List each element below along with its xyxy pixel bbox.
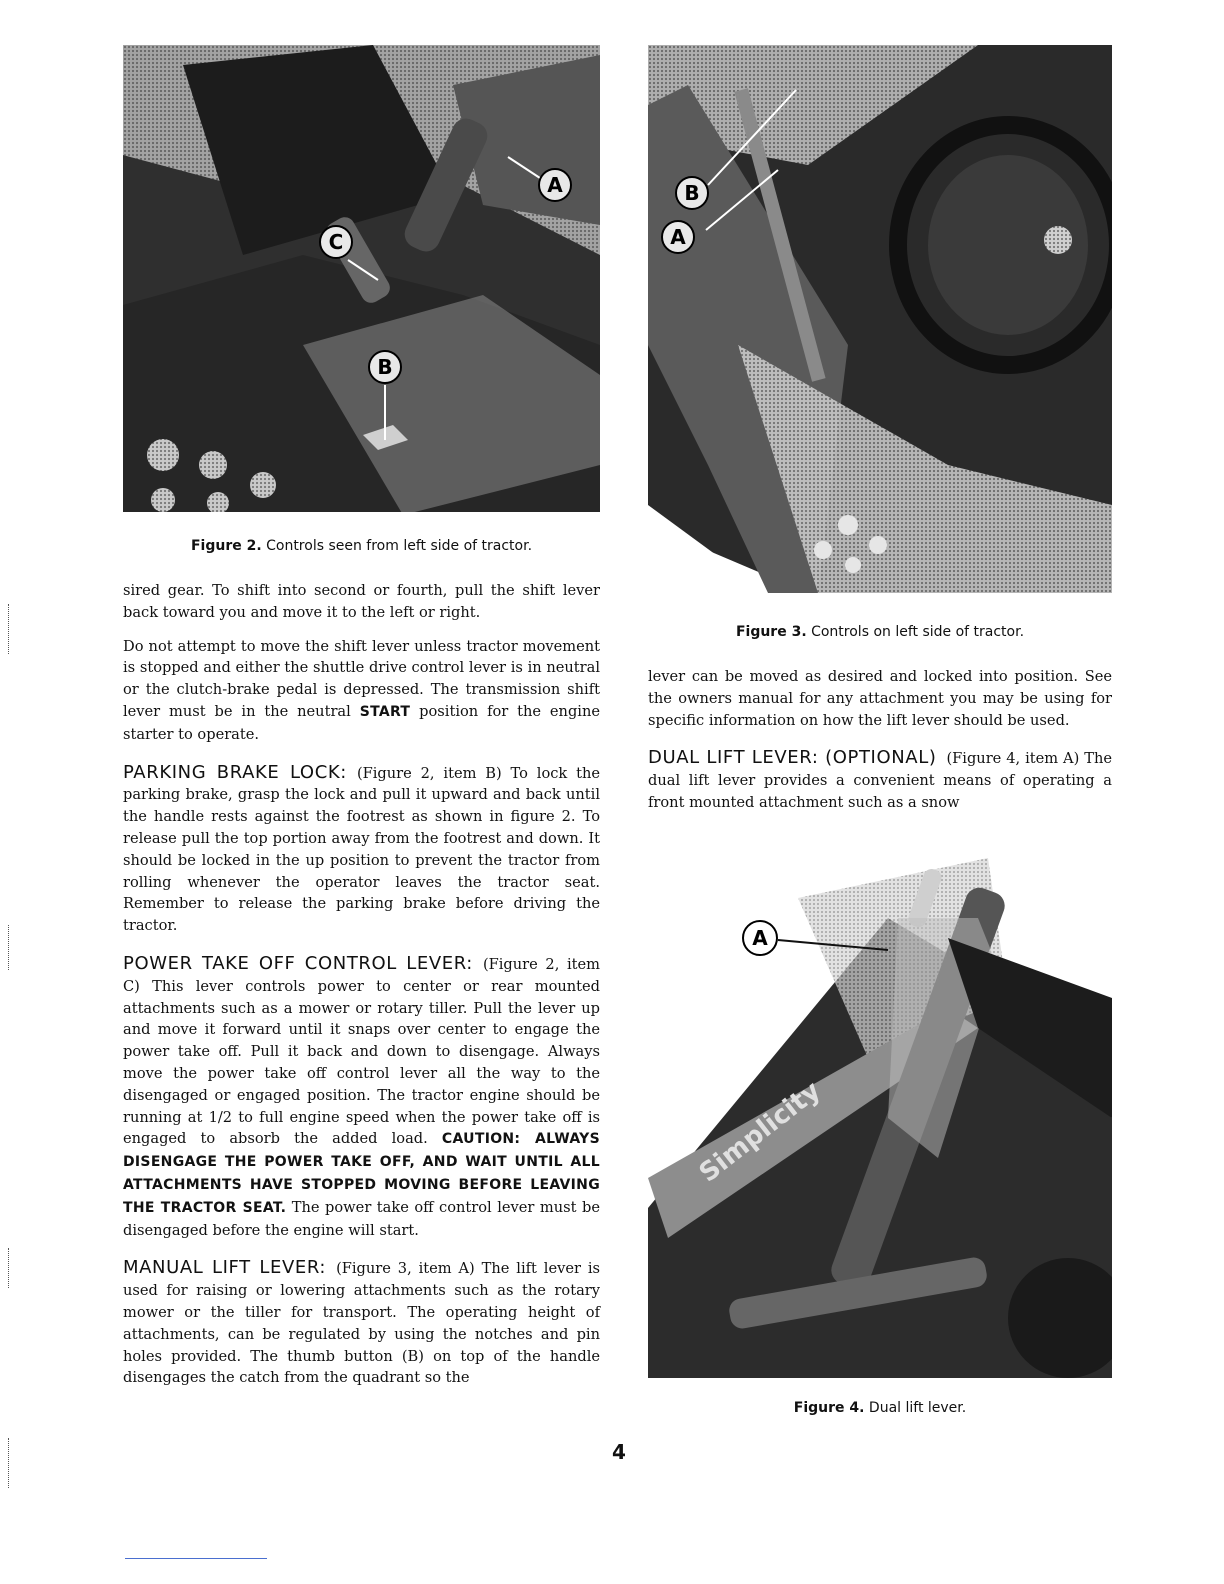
margin-mark [8, 925, 10, 970]
figure-4-callout-a-label: A [752, 926, 768, 950]
figure-3-caption-text: Controls on left side of tractor. [806, 624, 1025, 640]
lift-lever-continuation-paragraph: lever can be moved as desired and locked into position. See the owners manual for any attachment you may be using for specific information on how the lift lever should be used. [648, 668, 1112, 729]
margin-mark [8, 1248, 10, 1288]
figure-2-callout-b-label: B [377, 355, 393, 379]
figure-4-caption-label: Figure 4. [793, 1400, 865, 1416]
pto-caution: CAUTION: ALWAYS DISENGAGE THE POWER TAKE OFF, AND WAIT UNTIL ALL ATTACHMENTS HAVE STOPPED MOVING BEFORE LEAVING THE TRACTOR SEAT. [123, 1131, 600, 1216]
pto-section [123, 953, 600, 1241]
pto-after-caution: The power take off control lever must be disengaged before the engine will start. [123, 1198, 600, 1239]
parking-brake-section [123, 762, 600, 937]
figure-2-caption [123, 538, 600, 554]
shift-warning-text-b: position for the engine starter to operate. [123, 702, 600, 743]
figure-2-illustration [123, 45, 600, 512]
dual-lift-text: (Figure 4, item A) The dual lift lever provides a convenient means of operating a front mounted attachment such as a snow [648, 750, 1112, 811]
manual-lift-section [123, 1257, 600, 1389]
figure-3-photo [648, 45, 1112, 593]
figure-4-illustration [648, 858, 1112, 1378]
figure-4-callout-a [743, 921, 777, 955]
figure-3-callout-a-label: A [670, 225, 686, 249]
figure-3-callout-b-label: B [684, 181, 700, 205]
figure-2-callout-b [369, 351, 401, 383]
figure-2-callout-c [320, 226, 352, 258]
dual-lift-heading: DUAL LIFT LEVER: (OPTIONAL) [648, 747, 937, 769]
right-column [648, 666, 1112, 826]
figure-3-caption-label: Figure 3. [735, 624, 807, 640]
figure-4-caption-text: Dual lift lever. [864, 1400, 967, 1416]
parking-brake-text: (Figure 2, item B) To lock the parking brake, grasp the lock and pull it upward and back until the handle rests against the footrest as shown in figure 2. To release pull the top portion away from the footrest and down. It should be locked in the up position to prevent the tractor from rolling whenever the operator leaves the tractor seat. Remember to release the parking brake before driving the tractor. [123, 764, 601, 935]
figure-2-caption-text: Controls seen from left side of tractor. [261, 538, 533, 554]
parking-brake-heading: PARKING BRAKE LOCK: [123, 761, 347, 783]
shift-continuation-paragraph: sired gear. To shift into second or fourth, pull the shift lever back toward you and move it to the left or right. [123, 582, 600, 621]
figure-2-callout-a [539, 169, 571, 201]
manual-lift-text: (Figure 3, item A) The lift lever is used for raising or lowering attachments such as the rotary mower or the tiller for transport. The operating height of attachments, can be regulated by using the notches and pin holes provided. The thumb button (B) on top of the handle disengages the catch from the quadrant so the [123, 1260, 601, 1387]
figure-4-caption [648, 1400, 1112, 1416]
figure-4-decal: Simplicity [693, 1075, 827, 1189]
shift-warning-text-a: Do not attempt to move the shift lever unless tractor movement is stopped and either the shuttle drive control lever is in neutral or the clutch-brake pedal is depressed. The transmission shift lever must be in the neutral [123, 637, 600, 720]
figure-3-caption [648, 624, 1112, 640]
figure-4-photo [648, 858, 1112, 1378]
figure-3-callout-a [662, 221, 694, 253]
footer-rule [125, 1558, 267, 1559]
pto-heading: POWER TAKE OFF CONTROL LEVER: [123, 952, 473, 974]
margin-mark [8, 604, 10, 654]
figure-2-photo [123, 45, 600, 512]
pto-text: (Figure 2, item C) This lever controls power to center or rear mounted attachments such as a mower or rotary tiller. Pull the lever up and move it forward until it snaps over center to engage the power take off. Pull it back and down to disengage. Always move the power take off control lever all the way to the disengaged or engaged position. The tractor engine should be running at 1/2 to full engine speed when the power take off is engaged to absorb the added load. [123, 955, 600, 1148]
figure-2-callout-a-label: A [547, 173, 563, 197]
page-number: 4 [612, 1440, 626, 1464]
dual-lift-section [648, 747, 1112, 813]
margin-mark [8, 1438, 10, 1488]
start-position-label: START [359, 703, 411, 720]
figure-2-callout-c-label: C [328, 230, 344, 254]
figure-3-illustration [648, 45, 1112, 593]
shift-warning-paragraph [123, 636, 600, 746]
figure-3-callout-b [676, 177, 708, 209]
manual-lift-heading: MANUAL LIFT LEVER: [123, 1257, 327, 1279]
left-column [123, 580, 600, 1401]
figure-2-caption-label: Figure 2. [190, 538, 262, 554]
